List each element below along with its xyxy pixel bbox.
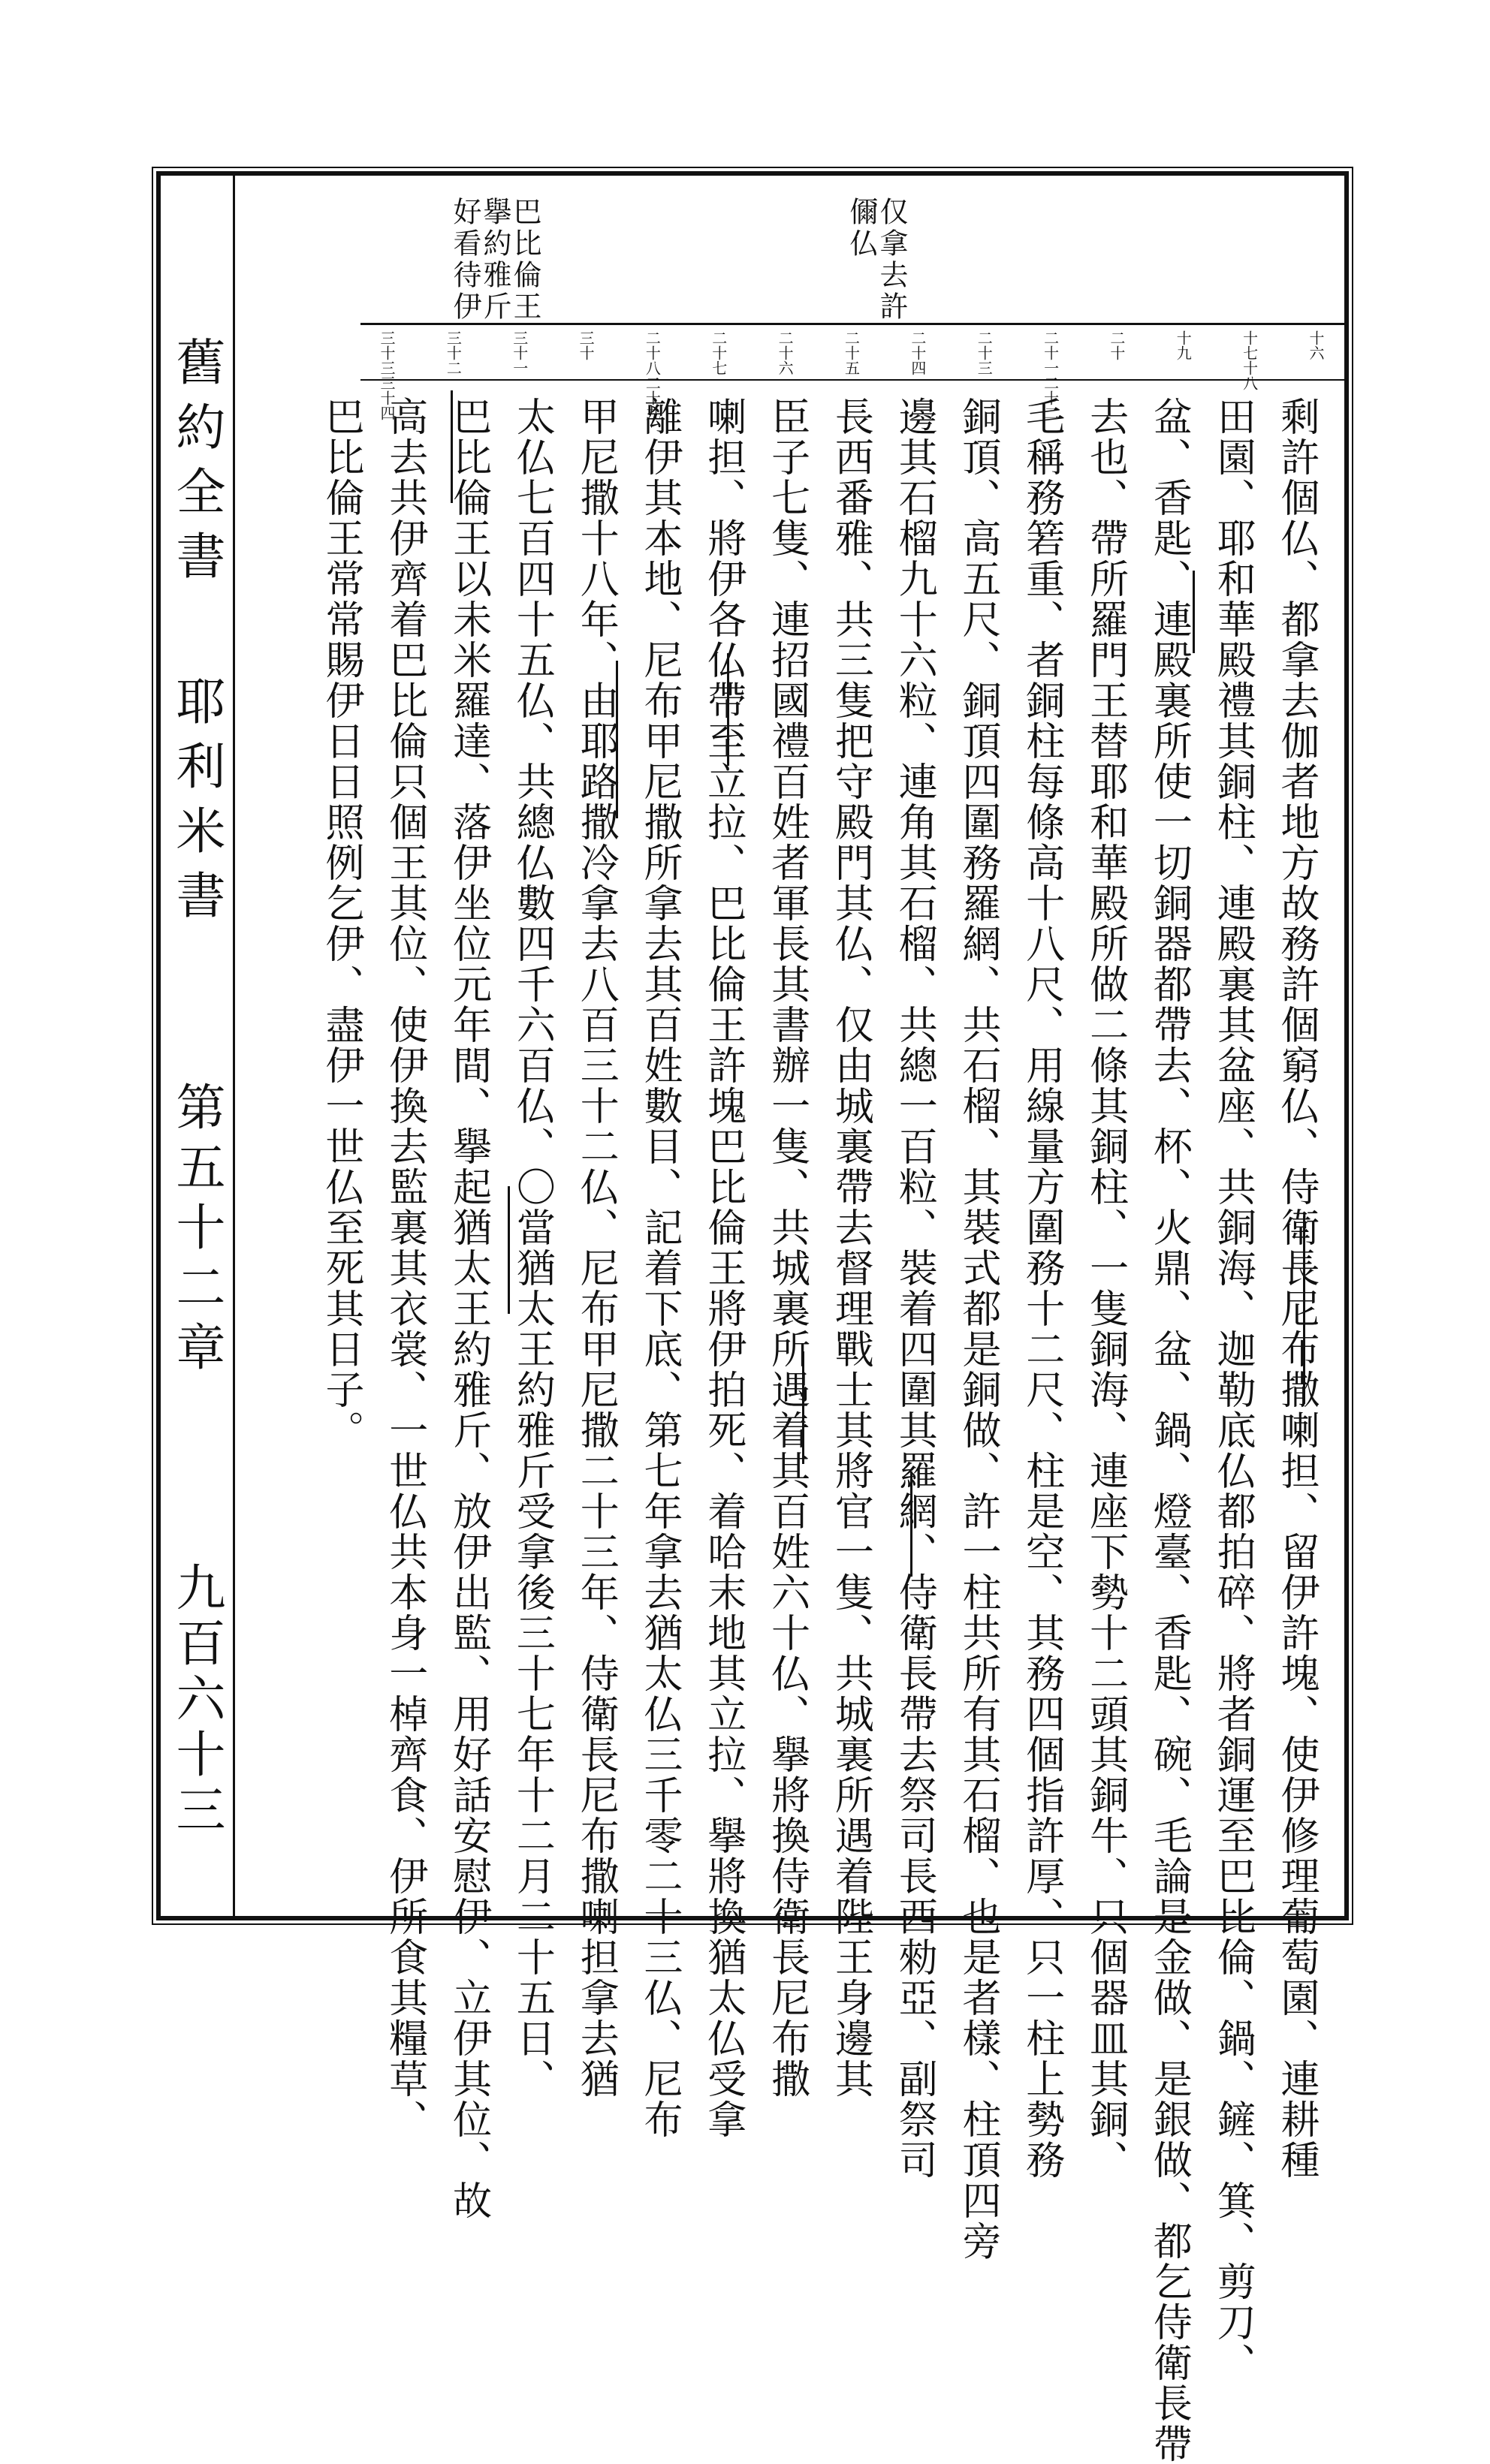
name-mark [910,1471,912,1577]
verse-number: 二十 [1107,330,1126,360]
verse-number-divider [360,379,1344,381]
book-title: 舊約全書 [167,336,225,595]
name-mark [802,1351,804,1464]
text-column: 離伊其本地、尼布甲尼撒所拿去其百姓數目、記着下底、第七年拿去猶太仏三千零二十三仏、尼布 [637,396,682,2140]
verse-number: 二十七 [709,330,728,375]
verse-number: 二十五 [842,330,861,375]
margin-divider [233,171,235,1920]
text-column: 邊其石榴九十六粒、連角其石榴、共總一百粒、裝着四圍其羅網、侍衛長帶去祭司長西勑亞、副祭司 [891,396,937,2180]
verse-number: 三十二 [444,330,463,375]
text-column: 銅頂、高五尺、銅頂四圍務羅網、共石榴、其裝式都是銅做、許一柱共所有其石榴、也是者樣、柱頂四旁 [955,396,1000,2261]
text-column: 巴比倫王以未米羅達、落伊坐位元年間、擧起猶太王約雅斤、放伊出監、用好話安慰伊、立伊其位、故 [445,396,491,2221]
name-mark [727,653,729,766]
text-column: 去也、帶所羅門王替耶和華殿所做二條其銅柱、一隻銅海、連座下勢十二頭其銅牛、只個器皿其銅、 [1082,396,1128,2180]
verse-number: 十六 [1307,330,1325,360]
text-column: 巴比倫王常常賜伊日日照例乞伊、盡伊一世仏至死其日子。 [318,396,363,1450]
header-note-line: 擧約雅斤 [478,197,511,323]
verse-number: 二十八二十九 [643,330,662,420]
verse-number: 二十四 [908,330,927,375]
header-note-line: 仅拿去許 [875,197,908,323]
text-column: 甲尼撒十八年、由耶路撒冷拿去八百三十二仏、尼布甲尼撒二十三年、侍衛長尼布撒喇担拿去猶 [573,396,619,2099]
text-column: 盆、香匙、連殿裏所使一切銅器都帶去、杯、火鼎、盆、鍋、燈臺、香匙、碗、毛論是金做、是銀做、都乞侍衛長帶 [1146,396,1192,2464]
name-mark [451,390,453,503]
verse-number: 二十一二十二 [1041,330,1060,420]
verse-number: 二十三 [975,330,994,375]
name-mark [616,661,618,818]
text-column: 長西番雅、共三隻把守殿門其仏、仅由城裏帶去督理戰士其將官一隻、共城裏所遇着陛王身邊其 [828,396,873,2099]
text-column: 太仏七百四十五仏、共總仏數四千六百仏、〇當猶太王約雅斤受拿後三十七年十二月二十五日、 [509,396,555,2099]
book-name: 耶利米書 [167,676,225,934]
text-column: 喇担、將伊各仏帶至立拉、巴比倫王許塊巴比倫王將伊拍死、着哈末地其立拉、擧將換猶太仏受拿 [700,396,746,2140]
verse-number: 三十一 [510,330,529,375]
name-mark [508,1186,510,1314]
verse-number: 三十三三十四 [378,330,396,420]
verse-number: 十九 [1174,330,1193,360]
chapter-label: 第五十二章 [167,1081,225,1381]
header-divider [360,323,1344,325]
text-column: 臣子七隻、連招國禮百姓者軍長其書辦一隻、共城裏所遇着其百姓六十仏、擧將換侍衛長尼布撒 [764,396,810,2099]
header-note-line: 巴比倫王 [508,197,541,323]
verse-number: 三十 [577,330,596,360]
text-column: 田園、耶和華殿禮其銅柱、連殿裏其盆座、共銅海、迦勒底仏都拍碎、將者銅運至巴比倫、鍋、鏟、箕、剪刀、 [1210,396,1256,2383]
page-number: 九百六十三 [167,1562,225,1839]
verse-number: 十七十八 [1240,330,1259,390]
text-column: 高去共伊齊着巴比倫只個王其位、使伊換去監裏其衣裳、一世仏共本身一棹齊食、伊所食其糧草、 [382,396,427,2140]
header-note-line: 好看待伊 [448,197,481,323]
name-mark [1193,571,1195,653]
text-column: 剩許個仏、都拿去伽者地方故務許個窮仏、侍衛長尼布撒喇担、留伊許塊、使伊修理葡萄園、連耕種 [1274,396,1319,2180]
text-column: 毛稱務箬重、者銅柱每條高十八尺、用線量方圍務十二尺、柱是空、其務四個指許厚、只一柱上勢務 [1018,396,1064,2180]
header-note-line: 儞仏 [845,197,878,260]
verse-number: 二十六 [776,330,795,375]
name-mark [1303,1216,1305,1404]
